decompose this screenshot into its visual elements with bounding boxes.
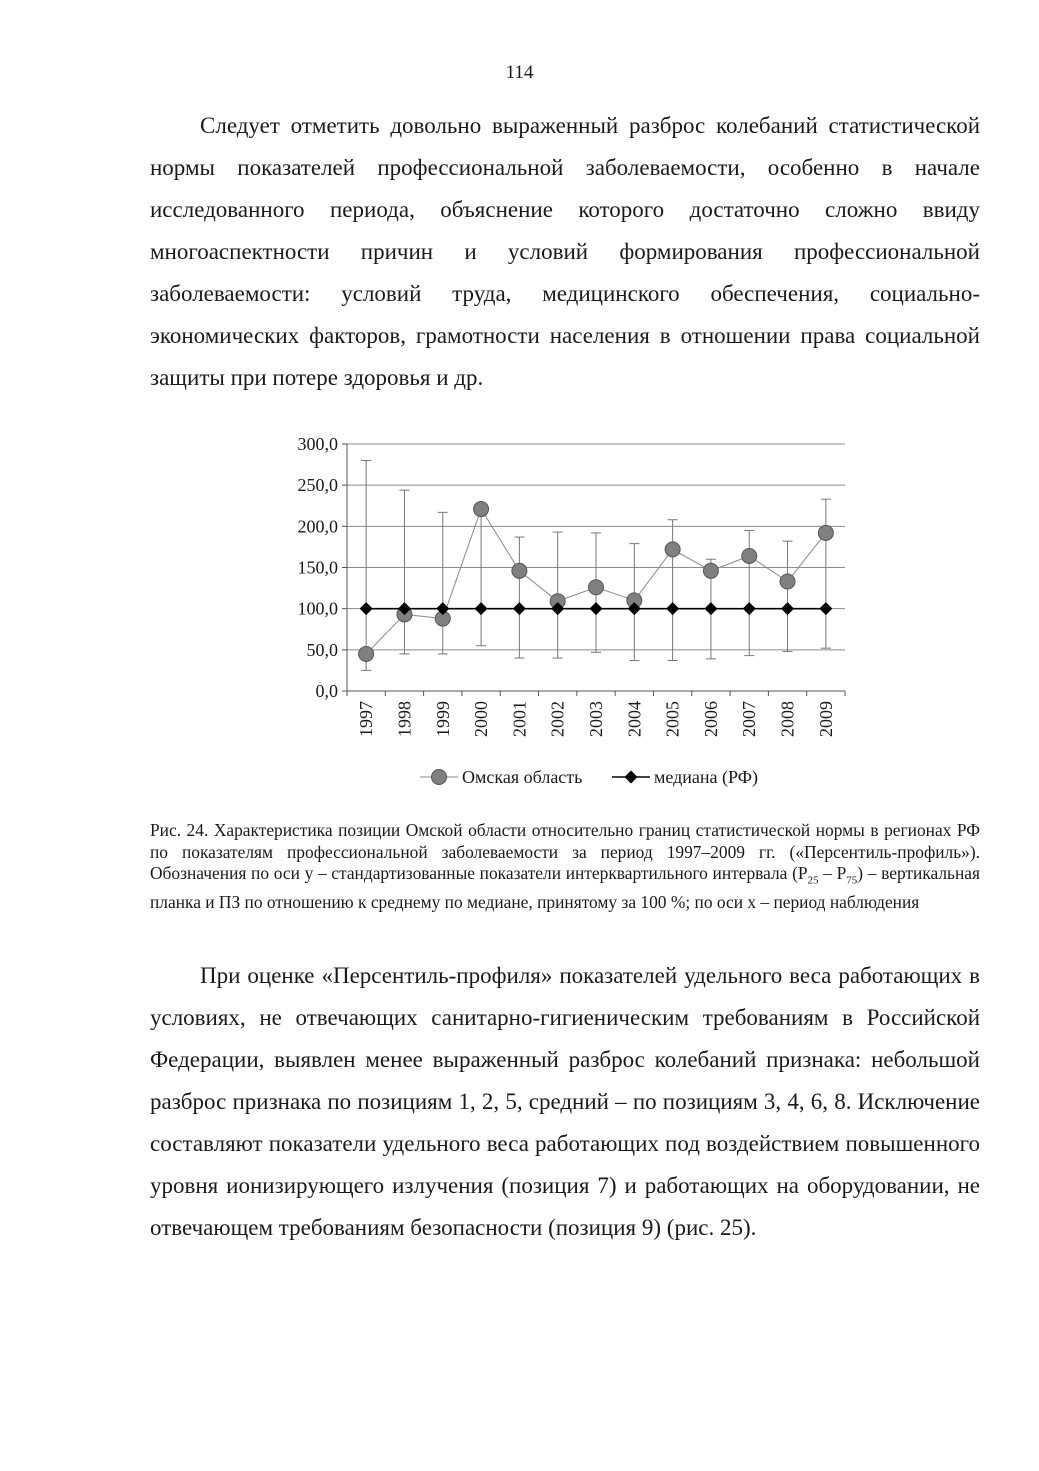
x-tick-label: 2001 [509, 701, 530, 737]
x-tick-label: 2002 [547, 701, 568, 737]
x-tick-label: 1999 [432, 701, 453, 737]
x-tick-label: 2003 [586, 701, 606, 737]
data-point-omsk [780, 574, 795, 589]
data-point-omsk [589, 580, 604, 595]
page-number: 114 [505, 62, 534, 83]
data-point-omsk [474, 502, 489, 517]
x-tick-label: 2009 [815, 701, 836, 737]
x-tick-label: 2005 [662, 701, 683, 737]
y-tick-label: 200,0 [297, 516, 338, 537]
data-point-omsk [703, 563, 718, 578]
y-tick-label: 100,0 [297, 598, 338, 619]
data-point-median [666, 602, 679, 615]
data-point-omsk [359, 646, 374, 661]
y-tick-label: 150,0 [297, 557, 338, 578]
caption-text-2: – P [818, 863, 847, 883]
legend-marker-omsk [432, 770, 447, 785]
y-tick-label: 300,0 [297, 434, 338, 454]
body-paragraph-1: Следует отметить довольно выраженный разброс колебаний статистической нормы показателей профессиональной заболеваемости, особенно в начале исследованного периода, объяснение которого достаточно сложно ввиду многоаспектности причин и условий формирования профессиональной заболеваемости: условий труда, медицинского обеспечения, социально-экономических факторов, грамотности населения в отношении права социальной защиты при потере здоровья и др. [150, 113, 980, 390]
x-tick-label: 2000 [471, 701, 492, 737]
legend-marker-median [625, 771, 638, 784]
data-point-median [475, 602, 488, 615]
legend-label-2: медиана (РФ) [654, 767, 758, 787]
figure-caption [150, 820, 980, 913]
caption-text-1: Рис. 24. Характеристика позиции Омской области относительно границ статистической нормы в регионах РФ по показателям профессиональной заболеваемости за период 1997–2009 гг. («Персентиль-профиль»). Обозначения по оси y – стандартизованные показатели интерквартильного интервала (P [150, 820, 980, 883]
data-point-median [360, 602, 373, 615]
y-tick-label: 250,0 [297, 475, 338, 496]
data-point-omsk [818, 525, 833, 540]
caption-text-3: ) – вертикальная планка и ПЗ по отношению к среднему по медиане, принятому за 100 %; по оси x – период наблюдения [150, 863, 981, 912]
x-tick-label: 1997 [356, 701, 377, 737]
caption-subscript-2: 75 [846, 874, 858, 887]
data-point-median [513, 602, 526, 615]
data-point-median [819, 602, 832, 615]
caption-subscript-1: 25 [807, 874, 819, 887]
x-tick-label: 2007 [739, 701, 760, 737]
x-tick-label: 2008 [777, 701, 798, 737]
legend-label-1: Омская область [462, 767, 583, 787]
body-paragraph-2: При оценке «Персентиль-профиля» показателей удельного веса работающих в условиях, не отвечающих санитарно-гигиеническим требованиям в Российской Федерации, выявлен менее выраженный разброс колебаний признака: небольшой разброс признака по позициям 1, 2, 5, средний – по позициям 3, 4, 6, 8. Исключение составляют показатели удельного веса работающих под воздействием повышенного уровня ионизирующего излучения (позиция 7) и работающих на оборудовании, не отвечающем требованиям безопасности (позиция 9) (рис. 25). [150, 963, 980, 1240]
y-tick-label: 0,0 [315, 681, 338, 701]
x-tick-label: 2006 [700, 701, 721, 737]
x-tick-label: 1998 [394, 701, 415, 737]
data-point-median [704, 602, 717, 615]
x-tick-label: 2004 [624, 701, 645, 737]
data-point-median [781, 602, 794, 615]
data-point-omsk [512, 563, 527, 578]
data-point-median [743, 602, 756, 615]
y-tick-label: 50,0 [306, 639, 338, 660]
data-point-omsk [742, 548, 757, 563]
percentile-profile-chart [270, 428, 860, 808]
data-point-omsk [665, 542, 680, 557]
data-point-median [590, 602, 603, 615]
